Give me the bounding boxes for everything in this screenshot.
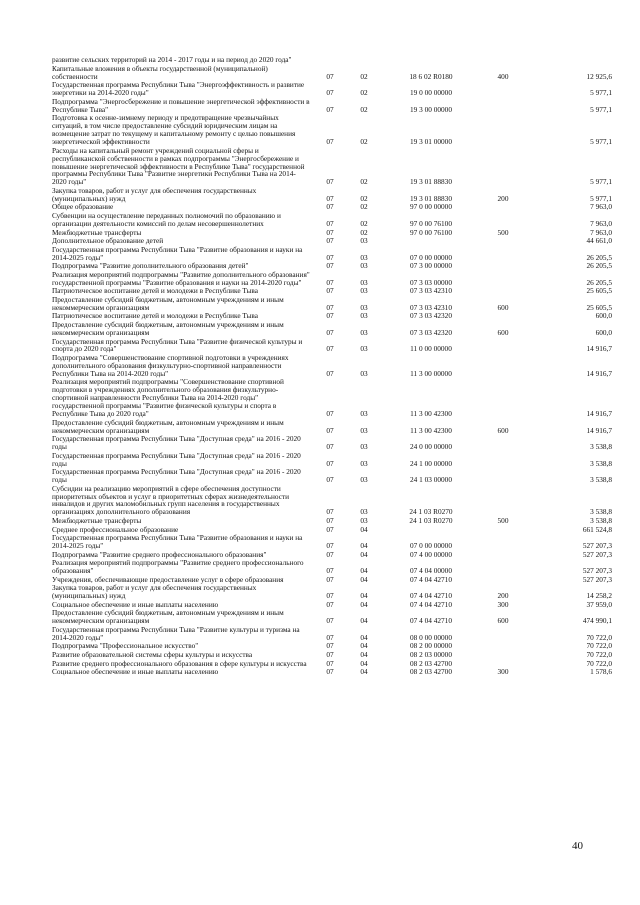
row-amount: 70 722,0 <box>586 641 612 651</box>
row-expense-type-code <box>478 146 528 186</box>
row-target-article-code: 24 1 03 R0270 <box>409 507 453 517</box>
row-subsection-code: 04 <box>360 650 368 660</box>
row-section-code: 07 <box>326 71 334 81</box>
row-subsection-code: 04 <box>360 641 368 651</box>
row-expense-type-code <box>478 337 528 354</box>
row-name: Реализация мероприятий подпрограммы "Развитие среднего профессионального образования" <box>52 558 304 576</box>
row-amount: 5 977,1 <box>590 88 612 98</box>
row-section-code: 07 <box>326 137 334 147</box>
row-subsection-code: 03 <box>360 442 368 452</box>
row-section-code: 07 <box>326 344 334 354</box>
row-subsection-code: 03 <box>360 507 368 517</box>
row-amount: 26 205,5 <box>586 252 612 262</box>
row-amount: 25 605,5 <box>586 302 612 312</box>
row-expense-type-code <box>478 203 528 212</box>
row-target-article-code: 24 1 03 R0270 <box>409 515 453 525</box>
row-subsection-code: 04 <box>360 574 368 584</box>
table-row <box>52 534 612 551</box>
row-target-article-code: 11 3 00 00000 <box>410 368 452 378</box>
row-name: Закупка товаров, работ и услуг для обеспечения государственных (муниципальных) нужд <box>52 185 257 203</box>
row-subsection-code <box>344 56 384 65</box>
row-target-article-code: 08 2 00 00000 <box>410 641 452 651</box>
row-section-code <box>316 56 344 65</box>
row-expense-type-code <box>478 451 528 468</box>
row-subsection-code: 03 <box>360 409 368 419</box>
row-target-article-code: 07 4 04 00000 <box>410 566 452 576</box>
row-amount: 661 524,8 <box>582 524 612 534</box>
row-amount: 5 977,1 <box>590 177 612 187</box>
row-target-article-code: 07 0 00 00000 <box>410 252 452 262</box>
row-expense-type-code <box>478 626 528 643</box>
row-expense-type-code <box>478 354 528 378</box>
row-amount: 14 916,7 <box>586 368 612 378</box>
row-expense-type-code <box>478 642 528 651</box>
row-amount: 70 722,0 <box>586 632 612 642</box>
table-row <box>52 187 612 204</box>
row-section-code: 07 <box>326 507 334 517</box>
row-section-code: 07 <box>326 541 334 551</box>
row-target-article-code: 07 3 03 42310 <box>410 286 452 296</box>
row-name: Межбюджетные трансферты <box>52 515 142 525</box>
row-subsection-code: 04 <box>360 591 368 601</box>
row-target-article-code: 97 0 00 00000 <box>410 202 452 212</box>
row-subsection-code: 03 <box>360 425 368 435</box>
row-section-code: 07 <box>326 202 334 212</box>
row-section-code: 07 <box>326 658 334 668</box>
row-amount: 527 207,3 <box>582 566 612 576</box>
row-amount: 7 963,0 <box>590 227 612 237</box>
row-target-article-code: 07 3 00 00000 <box>410 261 452 271</box>
table-row <box>52 584 612 601</box>
row-name: Расходы на капитальный ремонт учреждений социальной сферы и республиканской собственности в рамках подпрограммы "Энергосбережение и повышение энергетической эффективности в Республике Тыва" государственной программы Республики Тыва "Развитие энергетики Республики Тыва на 2014-2020 годы" <box>52 145 305 187</box>
row-expense-type-code: 500 <box>497 515 509 525</box>
row-section-code: 07 <box>326 458 334 468</box>
table-row <box>52 626 612 643</box>
row-amount: 3 538,8 <box>590 458 612 468</box>
row-amount: 37 959,0 <box>586 599 612 609</box>
row-expense-type-code: 200 <box>497 591 509 601</box>
row-name: Подпрограмма "Энергосбережение и повышение энергетической эффективности в Республике Тыва" <box>52 96 310 114</box>
row-expense-type-code: 600 <box>497 425 509 435</box>
row-section-code: 07 <box>326 667 334 677</box>
row-target-article-code <box>384 56 478 65</box>
table-row <box>52 321 612 338</box>
row-amount: 527 207,3 <box>582 574 612 584</box>
row-amount: 600,0 <box>595 327 612 337</box>
table-row <box>52 337 612 354</box>
table-row <box>52 296 612 313</box>
row-amount: 3 538,8 <box>590 507 612 517</box>
row-amount: 527 207,3 <box>582 541 612 551</box>
table-row <box>52 114 612 146</box>
row-subsection-code: 04 <box>360 658 368 668</box>
row-name: Предоставление субсидий бюджетным, автономным учреждениям и иным некоммерческим организациям <box>52 608 284 626</box>
table-row <box>52 146 612 186</box>
row-expense-type-code <box>478 262 528 271</box>
row-name: Дополнительное образование детей <box>52 236 164 246</box>
row-subsection-code: 03 <box>360 236 368 246</box>
row-subsection-code: 03 <box>360 475 368 485</box>
row-subsection-code: 03 <box>360 277 368 287</box>
row-expense-type-code <box>478 287 528 296</box>
row-name: Государственная программа Республики Тыва "Развитие образования и науки на 2014-2025 годы" <box>52 244 303 262</box>
row-target-article-code <box>384 525 478 534</box>
row-subsection-code: 03 <box>360 344 368 354</box>
row-name: Предоставление субсидий бюджетным, автономным учреждениям и иным некоммерческим организациям <box>52 294 284 312</box>
row-section-code: 07 <box>326 632 334 642</box>
row-subsection-code: 02 <box>360 88 368 98</box>
row-section-code: 07 <box>326 409 334 419</box>
row-section-code: 07 <box>326 650 334 660</box>
row-subsection-code: 03 <box>360 261 368 271</box>
row-section-code: 07 <box>326 524 334 534</box>
row-amount: 7 963,0 <box>590 202 612 212</box>
row-subsection-code: 03 <box>360 368 368 378</box>
row-name: Социальное обеспечение и иные выплаты населению <box>52 667 219 677</box>
row-amount: 1 578,6 <box>590 667 612 677</box>
row-target-article-code: 08 2 03 00000 <box>410 650 452 660</box>
row-expense-type-code <box>478 559 528 576</box>
row-amount: 25 605,5 <box>586 286 612 296</box>
row-section-code: 07 <box>326 177 334 187</box>
row-name: Государственная программа Республики Тыва "Доступная среда" на 2016 - 2020 годы <box>52 450 301 468</box>
row-subsection-code: 04 <box>360 632 368 642</box>
row-section-code: 07 <box>326 218 334 228</box>
row-expense-type-code <box>478 575 528 584</box>
table-row <box>52 451 612 468</box>
row-subsection-code: 03 <box>360 252 368 262</box>
table-row <box>52 271 612 288</box>
row-name: Развитие образовательной системы сферы культуры и искусства <box>52 650 253 660</box>
row-section-code: 07 <box>326 286 334 296</box>
row-expense-type-code <box>478 378 528 418</box>
table-row <box>52 484 612 516</box>
row-subsection-code: 04 <box>360 549 368 559</box>
row-amount: 5 977,1 <box>590 193 612 203</box>
row-target-article-code: 11 3 00 42300 <box>410 425 452 435</box>
row-expense-type-code <box>478 550 528 559</box>
row-name: Предоставление субсидий бюджетным, автономным учреждениям и иным некоммерческим организациям <box>52 417 284 435</box>
row-subsection-code: 02 <box>360 137 368 147</box>
row-name: Государственная программа Республики Тыва "Развитие культуры и туризма на 2014-2020 годы" <box>52 624 300 642</box>
row-expense-type-code <box>478 271 528 288</box>
row-section-code: 07 <box>326 327 334 337</box>
row-amount: 5 977,1 <box>590 104 612 114</box>
row-name: Государственная программа Республики Тыва "Энергоэффективность и развитие энергетики на 2014-2020 годы" <box>52 80 305 98</box>
row-expense-type-code <box>478 484 528 516</box>
row-subsection-code: 02 <box>360 177 368 187</box>
row-name: Подготовка к осенне-зимнему периоду и предотвращение чрезвычайных ситуаций, в том числе предоставление субсидий юридическим лицам на возмещение затрат по текущему и капитальному ремонту с целью повышения энергетической эффективности <box>52 113 296 147</box>
row-subsection-code: 04 <box>360 524 368 534</box>
row-subsection-code: 04 <box>360 599 368 609</box>
row-target-article-code: 07 3 03 00000 <box>410 277 452 287</box>
row-target-article-code: 07 0 00 00000 <box>410 541 452 551</box>
row-name: Закупка товаров, работ и услуг для обеспечения государственных (муниципальных) нужд <box>52 583 257 601</box>
row-section-code: 07 <box>326 599 334 609</box>
row-expense-type-code <box>478 98 528 115</box>
row-expense-type-code: 400 <box>497 71 509 81</box>
row-subsection-code: 04 <box>360 616 368 626</box>
row-name: Патриотическое воспитание детей и молодежи в Республике Тыва <box>52 311 259 321</box>
page-number: 40 <box>572 840 583 852</box>
row-amount: 5 977,1 <box>590 137 612 147</box>
row-expense-type-code <box>478 237 528 246</box>
table-row <box>52 245 612 262</box>
row-name: Подпрограмма "Профессиональное искусство" <box>52 641 199 651</box>
row-name: Государственная программа Республики Тыва "Доступная среда" на 2016 - 2020 годы <box>52 434 301 452</box>
row-section-code: 07 <box>326 261 334 271</box>
row-amount: 14 916,7 <box>586 344 612 354</box>
row-amount: 70 722,0 <box>586 650 612 660</box>
row-section-code: 07 <box>326 104 334 114</box>
row-expense-type-code <box>478 245 528 262</box>
budget-table <box>52 56 612 676</box>
table-row <box>52 609 612 626</box>
row-subsection-code: 03 <box>360 327 368 337</box>
row-section-code: 07 <box>326 641 334 651</box>
row-target-article-code: 08 0 00 00000 <box>410 632 452 642</box>
row-section-code: 07 <box>326 193 334 203</box>
row-amount: 3 538,8 <box>590 442 612 452</box>
row-subsection-code: 02 <box>360 71 368 81</box>
row-target-article-code: 08 2 03 42700 <box>410 667 452 677</box>
row-name: Реализация мероприятий подпрограммы "Развитие дополнительного образования" государственной программы "Развитие образования и науки на 2014-2020 годы" <box>52 269 310 287</box>
row-subsection-code: 03 <box>360 286 368 296</box>
table-row <box>52 517 612 526</box>
row-amount: 14 258,2 <box>586 591 612 601</box>
row-name: Государственная программа Республики Тыва "Развитие физической культуры и спорта до 2020 года" <box>52 336 303 354</box>
table-row <box>52 81 612 98</box>
row-section-code: 07 <box>326 236 334 246</box>
row-section-code: 07 <box>326 252 334 262</box>
row-subsection-code: 04 <box>360 667 368 677</box>
table-row <box>52 65 612 82</box>
row-amount: 600,0 <box>595 311 612 321</box>
row-name: Подпрограмма "Развитие дополнительного образования детей" <box>52 261 249 271</box>
table-row <box>52 651 612 660</box>
row-expense-type-code: 300 <box>497 667 509 677</box>
row-target-article-code: 24 0 00 00000 <box>410 442 452 452</box>
row-expense-type-code <box>478 651 528 660</box>
row-amount: 14 916,7 <box>586 409 612 419</box>
row-subsection-code: 04 <box>360 541 368 551</box>
row-subsection-code: 02 <box>360 202 368 212</box>
row-target-article-code: 24 1 03 00000 <box>410 475 452 485</box>
row-target-article-code: 19 3 01 88830 <box>410 193 452 203</box>
row-subsection-code: 04 <box>360 566 368 576</box>
row-subsection-code: 03 <box>360 302 368 312</box>
row-section-code: 07 <box>326 311 334 321</box>
row-section-code: 07 <box>326 368 334 378</box>
row-name: Подпрограмма "Развитие среднего профессионального образования" <box>52 549 267 559</box>
row-section-code: 07 <box>326 616 334 626</box>
row-amount: 26 205,5 <box>586 261 612 271</box>
row-section-code: 07 <box>326 566 334 576</box>
row-section-code: 07 <box>326 475 334 485</box>
row-expense-type-code: 200 <box>497 193 509 203</box>
row-section-code: 07 <box>326 574 334 584</box>
row-target-article-code: 07 4 04 42710 <box>410 616 452 626</box>
row-target-article-code: 08 2 03 42700 <box>410 658 452 668</box>
table-row <box>52 668 612 677</box>
row-expense-type-code: 300 <box>497 599 509 609</box>
row-target-article-code: 97 0 00 76100 <box>410 218 452 228</box>
row-amount: 474 990,1 <box>582 616 612 626</box>
row-subsection-code: 03 <box>360 311 368 321</box>
table-row <box>52 468 612 485</box>
row-amount <box>528 56 612 65</box>
row-target-article-code: 11 0 00 00000 <box>410 344 452 354</box>
row-name: Общее образование <box>52 202 114 212</box>
row-section-code: 07 <box>326 515 334 525</box>
row-expense-type-code: 600 <box>497 302 509 312</box>
row-section-code: 07 <box>326 302 334 312</box>
table-row <box>52 418 612 435</box>
table-row <box>52 212 612 229</box>
row-subsection-code: 02 <box>360 104 368 114</box>
row-expense-type-code <box>478 81 528 98</box>
row-target-article-code: 97 0 00 76100 <box>410 227 452 237</box>
table-row <box>52 98 612 115</box>
row-section-code: 07 <box>326 591 334 601</box>
row-target-article-code: 11 3 00 42300 <box>410 409 452 419</box>
row-expense-type-code <box>478 525 528 534</box>
row-target-article-code: 19 3 01 00000 <box>410 137 452 147</box>
row-name: Среднее профессиональное образование <box>52 524 179 534</box>
row-amount: 44 661,0 <box>586 236 612 246</box>
row-name: Развитие среднего профессионального образования в сфере культуры и искусства <box>52 658 307 668</box>
row-expense-type-code: 600 <box>497 327 509 337</box>
row-subsection-code: 02 <box>360 193 368 203</box>
row-section-code: 07 <box>326 425 334 435</box>
row-name: Межбюджетные трансферты <box>52 227 142 237</box>
table-row <box>52 435 612 452</box>
row-expense-type-code <box>478 534 528 551</box>
row-name: Реализация мероприятий подпрограммы "Совершенствование спортивной подготовки в учреждениях дополнительного образования физкультурно-спортивной направленности Республики Тыва на 2014-2020 годы" государственной программы "Развитие физической культуры и спорта в Республике Тыва до 2020 года" <box>52 377 284 419</box>
table-row <box>52 378 612 418</box>
row-name: Учреждения, обеспечивающие предоставление услуг в сфере образования <box>52 574 284 584</box>
budget-table-body <box>52 56 612 676</box>
row-target-article-code: 24 1 00 00000 <box>410 458 452 468</box>
row-subsection-code: 03 <box>360 458 368 468</box>
row-section-code: 07 <box>326 549 334 559</box>
row-amount: 14 916,7 <box>586 425 612 435</box>
row-expense-type-code <box>478 56 528 65</box>
row-target-article-code: 07 3 03 42320 <box>410 327 452 337</box>
row-expense-type-code: 500 <box>497 227 509 237</box>
row-target-article-code: 07 4 04 42710 <box>410 574 452 584</box>
row-target-article-code: 19 3 01 88830 <box>410 177 452 187</box>
row-name: Подпрограмма "Совершенствование спортивной подготовки в учреждениях дополнительного образования физкультурно-спортивной направленности Республики Тыва на 2014-2020 годы" <box>52 353 289 378</box>
row-amount: 12 925,6 <box>586 71 612 81</box>
row-section-code: 07 <box>326 227 334 237</box>
row-expense-type-code <box>478 212 528 229</box>
row-name: Капитальные вложения в объекты государственной (муниципальной) собственности <box>52 63 268 81</box>
table-row <box>52 354 612 378</box>
row-subsection-code: 02 <box>360 227 368 237</box>
row-target-article-code: 07 4 00 00000 <box>410 549 452 559</box>
row-amount: 26 205,5 <box>586 277 612 287</box>
row-section-code: 07 <box>326 277 334 287</box>
row-name: Патриотическое воспитание детей и молодежи в Республике Тыва <box>52 286 259 296</box>
row-expense-type-code <box>478 114 528 146</box>
table-row <box>52 559 612 576</box>
row-amount: 3 538,8 <box>590 515 612 525</box>
row-target-article-code <box>384 237 478 246</box>
row-target-article-code: 18 6 02 R0180 <box>409 71 453 81</box>
row-name: Субсидии на реализацию мероприятий в сфере обеспечения доступности приоритетных объектов и услуг в приоритетных сферах жизнедеятельности инвалидов и других маломобильных групп населения в государственных организациях дополнительного образования <box>52 483 290 517</box>
row-target-article-code: 07 4 04 42710 <box>410 591 452 601</box>
row-name: Государственная программа Республики Тыва "Доступная среда" на 2016 - 2020 годы <box>52 467 301 485</box>
row-name: Субвенции на осуществление переданных полномочий по образованию и организации деятельности комиссий по делам несовершеннолетних <box>52 211 281 228</box>
row-subsection-code: 03 <box>360 515 368 525</box>
row-target-article-code: 19 0 00 00000 <box>410 88 452 98</box>
row-name: Социальное обеспечение и иные выплаты населению <box>52 599 219 609</box>
row-subsection-code: 02 <box>360 218 368 228</box>
row-name: развитие сельских территорий на 2014 - 2017 годы и на период до 2020 года" <box>52 55 292 65</box>
row-target-article-code: 07 3 03 42310 <box>410 302 452 312</box>
row-expense-type-code <box>478 468 528 485</box>
row-expense-type-code <box>478 435 528 452</box>
row-amount: 3 538,8 <box>590 475 612 485</box>
row-amount: 70 722,0 <box>586 658 612 668</box>
row-expense-type-code <box>478 312 528 321</box>
row-target-article-code: 19 3 00 00000 <box>410 104 452 114</box>
row-name: Государственная программа Республики Тыва "Развитие образования и науки на 2014-2025 годы" <box>52 533 303 551</box>
row-section-code: 07 <box>326 442 334 452</box>
row-target-article-code: 07 3 03 42320 <box>410 311 452 321</box>
row-name: Предоставление субсидий бюджетным, автономным учреждениям и иным некоммерческим организациям <box>52 320 284 337</box>
row-expense-type-code: 600 <box>497 616 509 626</box>
row-section-code: 07 <box>326 88 334 98</box>
row-target-article-code: 07 4 04 42710 <box>410 599 452 609</box>
row-amount: 7 963,0 <box>590 218 612 228</box>
row-amount: 527 207,3 <box>582 549 612 559</box>
